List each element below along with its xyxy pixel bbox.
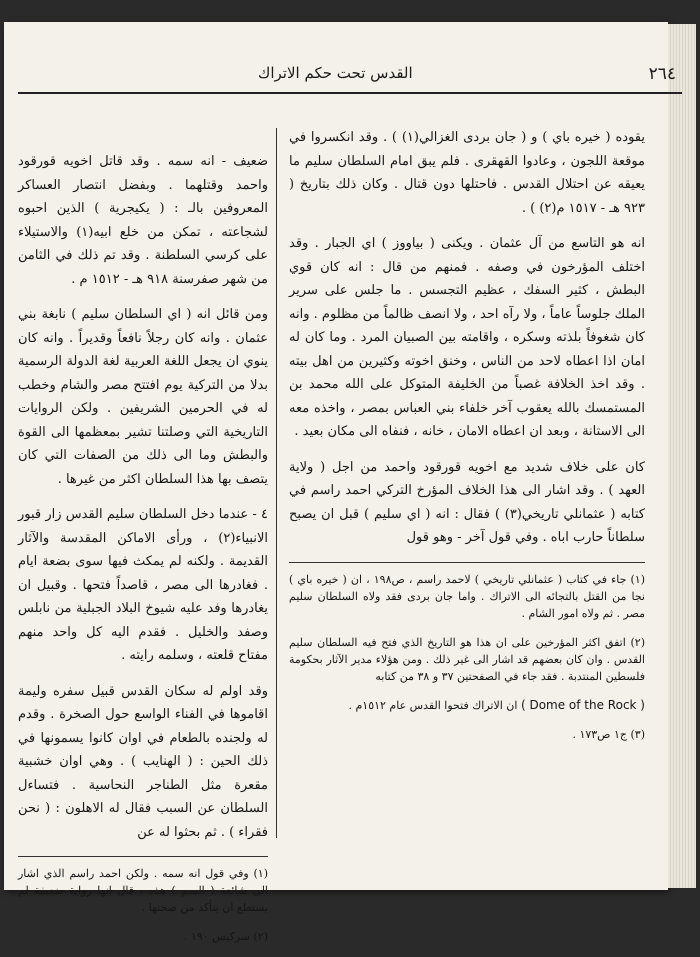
footnote: (٣) ج١ ص١٧٣ .	[572, 727, 645, 741]
paragraph: ٤ - عندما دخل السلطان سليم القدس زار قبور الانبياء(٢) ، ورأى الاماكن المقدسة والآثار القديمة . ولكنه لم يمكث فيها سوى بضعة ايام . فغادرها الى مصر ، قاصداً فتحها . وقبيل ان يغادرها وفد عليه شيوخ البلاد الجبلية من نابلس وصفد والخليل . فقدم اليه كل واحد منهم مفتاح قلعته ، وسلمه رايته .	[18, 507, 268, 663]
running-title: القدس تحت حكم الاتراك	[258, 64, 413, 82]
footnote: ( Dome of the Rock ) ان الاتراك فتحوا القدس عام ١٥١٢م .	[348, 697, 645, 712]
paragraph: كان على خلاف شديد مع اخويه قورقود واحمد من اجل ( ولاية العهد ) . وقد اشار الى هذا الخلاف المؤرخ التركي احمد راسم في كتابه ( عثمانلي تاريخي(٣) ) فقال : انه ( اي سليم ) قبل ان يصبح سلطاناً حارب اباه . وفي قول آخر - وهو قول	[289, 459, 645, 545]
page-stack-edge	[668, 24, 696, 888]
footnote: (٢) سركيس ١٩٠ .	[183, 930, 268, 943]
paragraph: انه هو التاسع من آل عثمان . ويكنى ( بياووز ) اي الجبار . وقد اختلف المؤرخون في وصفه . فمنهم من قال : انه كان قوي البطش ، كثير السفك ، عظيم التجسس . ما جلس على سرير الملك جلوساً عاماً ، ولا رآه احد ، ولا انصف ظالماً من مظلوم . وانه كان شغوفاً بلذته وسكره ، واقامته بين الصبيان المرد . وما كان له امان اذا اعطاه لاحد من الناس ، وخنق اخوته وكثيرين من اهل بيته . وقد اخذ الخلافة غصباً من الخليفة المتوكل على الله محمد بن المستمسك بالله يعقوب آخر خلفاء بني العباس بمصر ، واخذه معه الى الاستانة ، وبعد ان اعطاه الامان ، خانه ، فنفاه الى مكان بعيد .	[289, 236, 645, 439]
footnote-rule	[18, 856, 268, 857]
book-title: ( Dome of the Rock )	[520, 697, 645, 712]
footnote: (١) جاء في كتاب ( عثمانلي تاريخي ) لاحمد راسم ، ص١٩٨ ، ان ( خيره باي ) نجا من القتل بالتجائه الى الاتراك . واما جان بردى فقد ولاه السلطان سليم مصر . ثم ولاه امور الشام .	[289, 572, 645, 620]
footnote-rule	[289, 562, 645, 563]
paragraph: وقد اولم له سكان القدس قبيل سفره وليمة اقاموها في الفناء الواسع حول الصخرة . وقدم له ولجنده بالطعام في اوان كانوا يسمونها في ذلك الحين : ( الهنايب ) . وهي اوان خشبية مقعرة مثل الطناجر النحاسية . فتساءل السلطان عن السبب فقال له الاهلون : ( نحن فقراء ) . ثم بحثوا له عن	[18, 683, 268, 840]
right-column	[289, 126, 645, 755]
paragraph: يقوده ( خيره باي ) و ( جان بردى الغزالي(١) ) . وقد انكسروا في موقعة اللجون ، وعادوا القهقرى . فلم يبق امام السلطان سليم ما يعيقه عن احتلال القدس . فاحتلها دون قتال . وكان ذلك بتاريخ ( ٩٢٣ هـ - ١٥١٧ م(٢) ) .	[289, 130, 645, 216]
column-divider	[276, 128, 277, 838]
paragraph: ضعيف - انه سمه . وقد قاتل اخويه قورقود واحمد وقتلهما . وبفضل انتصار العساكر المعروفين بالـ : ( يكيجرية ) الذين احبوه لشجاعته ، تمكن من خلع ابيه(١) والاستيلاء على كرسي السلطنة . وقد تم ذلك في الثامن من شهر صفرسنة ٩١٨ هـ - ١٥١٢ م .	[18, 154, 268, 287]
page-number: ٢٦٤	[648, 64, 676, 84]
left-column	[18, 150, 268, 957]
footnote: (١) وفي قول انه سمه . ولكن احمد راسم الذي اشار الى شائعة ( السم ) هذه ، قال انها رواية ضعيفة لم يستطع ان يتأكد من صحتها .	[18, 867, 268, 914]
header-rule	[18, 92, 682, 94]
running-header	[18, 60, 682, 88]
paragraph: ومن قائل انه ( اي السلطان سليم ) نابغة بني عثمان . وانه كان رجلاً نافعاً وقديراً . وانه كان ينوي ان يجعل اللغة العربية لغة الدولة الرسمية بدلا من التركية يوم افتتح مصر والشام وخطب له في الحرمين الشريفين . ولكن الروايات التاريخية التي وصلتنا تشير بمعظمها الى القوة والبطش وما الى ذلك من الصفات التي كان يتصف بها هذا السلطان اكثر من غيرها .	[18, 307, 268, 487]
footnote: (٢) اتفق اكثر المؤرخين على ان هذا هو التاريخ الذي فتح فيه السلطان سليم القدس . وان كان بعضهم قد اشار الى غير ذلك . ومن هؤلاء مدير الآثار بحكومة فلسطين المنتدبة . فقد جاء في الصفحتين ٣٧ و ٣٨ من كتابه	[289, 635, 645, 683]
